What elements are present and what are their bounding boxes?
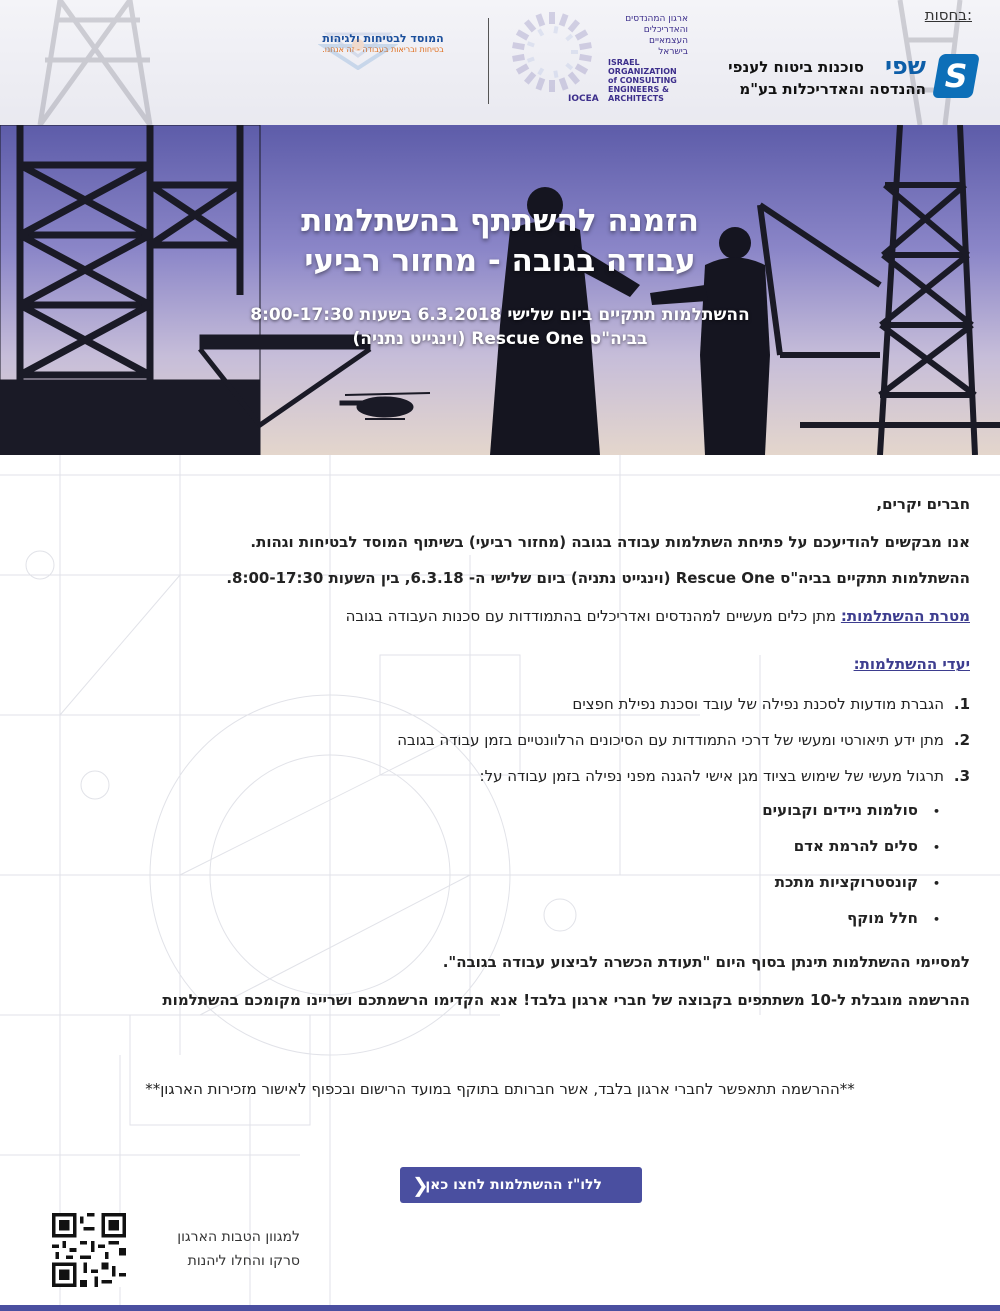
shafi-tagline-2: ההנדסה והאדריכלות בע"מ (739, 80, 926, 98)
header-strip (0, 0, 1000, 125)
schedule-button-label: ללו"ז ההשתלמות לחצו כאן (425, 1177, 602, 1193)
bullet-icon: • (932, 913, 940, 926)
goal-number: 3. (953, 767, 970, 785)
goals-heading: יעדי ההשתלמות: (853, 655, 970, 673)
iocea-en-1: ISRAEL (608, 58, 640, 67)
bullet-icon: • (932, 841, 940, 854)
hero-title-line-2: עבודה בגובה - מחזור רביעי (304, 243, 696, 279)
goal-number: 1. (953, 695, 970, 713)
shafi-name: שפי (884, 52, 926, 80)
shafi-logo (706, 48, 976, 108)
iocea-he-2: והאדריכלים (643, 25, 688, 35)
schedule-button[interactable] (400, 1167, 642, 1203)
iocea-en-4: ENGINEERS & ARCHITECTS (608, 85, 670, 103)
iocea-he-4: בישראל (658, 47, 688, 57)
purpose-line (346, 607, 970, 625)
iocea-text (608, 14, 688, 103)
purpose-text: מתן כלים מעשיים למהנדסים ואדריכלים בהתמודדות עם סכנות העבודה בגובה (345, 607, 841, 625)
mosad-logo (318, 30, 448, 100)
iocea-logo (510, 10, 700, 110)
qr-caption (140, 1225, 300, 1273)
qr-caption-line-1: למגוון הטבות הארגון (177, 1229, 300, 1245)
iocea-he-3: העצמאיים (649, 36, 688, 46)
shafi-tagline-1: סוכנות ביטוח לענפי (728, 58, 864, 76)
goal-text: מתן ידע תיאורטי ומעשי של דרכי התמודדות עם הסיכונים הרלוונטיים בזמן עבודה בגובה (397, 731, 944, 749)
bullet-text: קונסטרוקציות מתכת (774, 873, 918, 891)
goal-text: תרגול מעשי של שימוש בציוד מגן אישי להגנה מפני נפילה בזמן עבודה על: (479, 767, 944, 785)
bullet-icon: • (932, 805, 940, 818)
bullet-item (762, 801, 940, 819)
hero-silhouette (0, 125, 1000, 455)
hero-subtitle-line-1: ההשתלמות תתקיים ביום שלישי 6.3.2018 בשעות 8:00-17:30 (250, 305, 750, 325)
logo-divider (488, 18, 489, 104)
qr-code-icon[interactable] (52, 1213, 126, 1287)
bullet-item (794, 837, 940, 855)
iocea-tag: IOCEA (568, 94, 599, 104)
greeting: חברים יקרים, (876, 495, 970, 513)
hero-title (0, 201, 1000, 281)
bullet-item (775, 873, 940, 891)
registration-limit: ההרשמה מוגבלת ל-10 משתתפים בקבוצה של חברי ארגון בלבד! אנא הקדימו הרשמתכם ושריינו מקומכם בהשתלמות (162, 991, 970, 1009)
goal-item (480, 767, 970, 785)
hero-banner (0, 125, 1000, 455)
bullet-text: סלים להרמת אדם (793, 837, 918, 855)
membership-note: **ההרשמה תתאפשר לחברי ארגון בלבד, אשר חברותם בתוקף במועד הרישום ובכפוף לאישור מזכירות הארגון** (145, 1080, 855, 1098)
paragraph-intro: אנו מבקשים להודיעכם על פתיחת השתלמות עבודה בגובה (מחזור רביעי) בשיתוף המוסד לבטיחות וגהות. (250, 533, 970, 551)
hero-title-line-1: הזמנה להשתתף בהשתלמות (301, 203, 699, 239)
paragraph-details: ההשתלמות תתקיים בביה"ס Rescue One (וינגייט נתניה) ביום שלישי ה- 6.3.18, בין השעות 8:00-17:30. (226, 569, 970, 587)
footer-bar (0, 1305, 1000, 1311)
hero-subtitle (0, 303, 1000, 351)
sponsor-label: בחסות: (924, 6, 972, 24)
iocea-he-1: ארגון המהנדסים (625, 14, 688, 24)
bullet-icon: • (932, 877, 940, 890)
hero-subtitle-line-2: בביה"ס Rescue One (וינגייט נתניה) (352, 329, 648, 349)
goal-item (572, 695, 970, 713)
iocea-en-2: ORGANIZATION (608, 67, 677, 76)
goal-item (397, 731, 970, 749)
certificate-note: למסיימי ההשתלמות תינתן בסוף היום "תעודת הכשרה לביצוע עבודה בגובה". (442, 953, 970, 971)
content-area (0, 455, 1000, 1311)
mosad-tagline: בטיחות ובריאות בעבודה - זה אנחנו. (322, 45, 444, 54)
chevron-left-icon: ❮ (412, 1173, 429, 1197)
iocea-ring-icon (510, 10, 594, 94)
mosad-emblem-icon (318, 30, 398, 70)
bullet-text: חלל מוקף (847, 909, 918, 927)
mosad-name: המוסד לבטיחות ולגיהות (322, 32, 444, 45)
bullet-item (847, 909, 940, 927)
goal-text: הגברת מודעות לסכנת נפילה של עובד וסכנת נפילת חפצים (572, 695, 944, 713)
qr-caption-line-2: סרקו והחלו ליהנות (187, 1253, 300, 1269)
goal-number: 2. (953, 731, 970, 749)
iocea-en-3: of CONSULTING (608, 76, 677, 85)
bullet-text: סולמות ניידים וקבועים (762, 801, 918, 819)
shafi-s-icon: S (932, 54, 980, 98)
purpose-label: מטרת ההשתלמות: (840, 607, 970, 625)
